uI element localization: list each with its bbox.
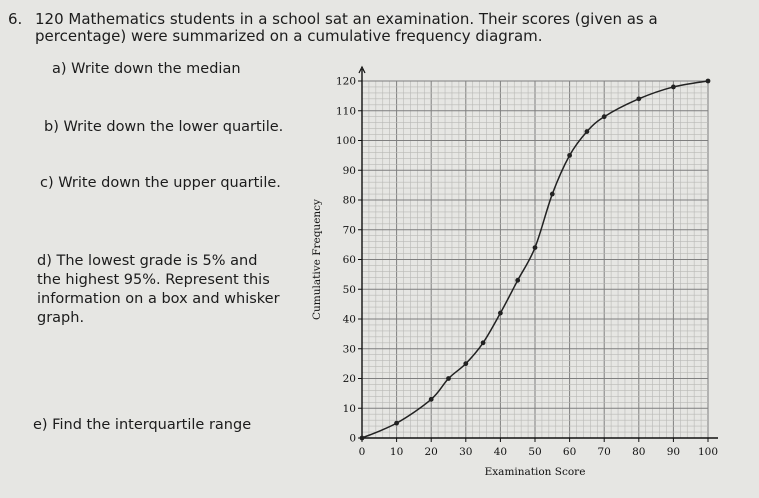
data-point: [533, 245, 538, 250]
data-point: [429, 397, 434, 402]
x-tick-label: 60: [562, 446, 577, 458]
part-c-prompt: c) Write down the upper quartile.: [40, 175, 281, 191]
part-d-prompt: [37, 252, 299, 328]
x-tick-label: 0: [358, 446, 366, 458]
data-point: [671, 85, 676, 90]
x-tick-label: 70: [597, 446, 611, 458]
y-tick-label: 10: [342, 402, 356, 415]
y-tick-label: 70: [342, 224, 356, 237]
data-point: [394, 421, 399, 426]
part-b-prompt: b) Write down the lower quartile.: [44, 119, 284, 135]
x-tick-label: 80: [632, 446, 646, 458]
chart-axes: [358, 67, 718, 442]
y-tick-label: 100: [335, 135, 356, 147]
x-tick-label: 90: [666, 446, 681, 458]
part-d-line-2: the highest 95%. Represent this: [37, 272, 270, 288]
y-tick-label: 60: [342, 254, 356, 266]
y-tick-label: 80: [342, 194, 356, 207]
y-tick-label: 20: [342, 373, 356, 385]
data-point: [567, 153, 572, 158]
data-point: [602, 114, 607, 119]
data-point: [463, 361, 468, 366]
data-point: [498, 311, 503, 316]
chart-grid: [362, 81, 708, 438]
x-tick-label: 100: [697, 446, 719, 458]
y-tick-label: 90: [342, 164, 356, 177]
x-tick-label: 30: [459, 446, 473, 458]
y-tick-label: 120: [335, 75, 356, 88]
data-point: [636, 96, 641, 101]
cumulative-frequency-chart: [305, 55, 745, 485]
x-tick-label: 20: [424, 446, 438, 458]
part-a-prompt: a) Write down the median: [52, 61, 241, 77]
part-e-prompt: e) Find the interquartile range: [33, 417, 252, 433]
y-tick-label: 0: [349, 432, 356, 445]
data-point: [481, 340, 486, 345]
x-tick-label: 50: [528, 446, 542, 458]
question-text-line-1: 120 Mathematics students in a school sat an examination. Their scores (given as a: [35, 10, 658, 28]
data-point: [585, 129, 590, 134]
x-tick-label: 10: [389, 446, 404, 458]
question-number: 6.: [8, 10, 23, 28]
y-tick-label: 30: [342, 343, 356, 356]
data-point: [446, 376, 451, 381]
data-point: [515, 278, 520, 283]
y-tick-label: 110: [335, 105, 356, 118]
data-point: [360, 436, 365, 441]
y-tick-label: 50: [342, 283, 356, 296]
part-d-line-3: information on a box and whisker: [37, 291, 280, 307]
y-tick-label: 40: [342, 313, 356, 326]
data-point: [550, 192, 555, 197]
chart-tick-labels: [336, 76, 718, 459]
x-axis-label: Examination Score: [484, 466, 586, 478]
data-point: [706, 79, 711, 84]
x-tick-label: 40: [493, 446, 508, 458]
part-d-line-1: d) The lowest grade is 5% and: [37, 253, 258, 269]
part-d-line-4: graph.: [37, 310, 85, 326]
y-axis-label: Cumulative Frequency: [311, 199, 323, 320]
question-text-line-2: percentage) were summarized on a cumulative frequency diagram.: [35, 27, 543, 45]
